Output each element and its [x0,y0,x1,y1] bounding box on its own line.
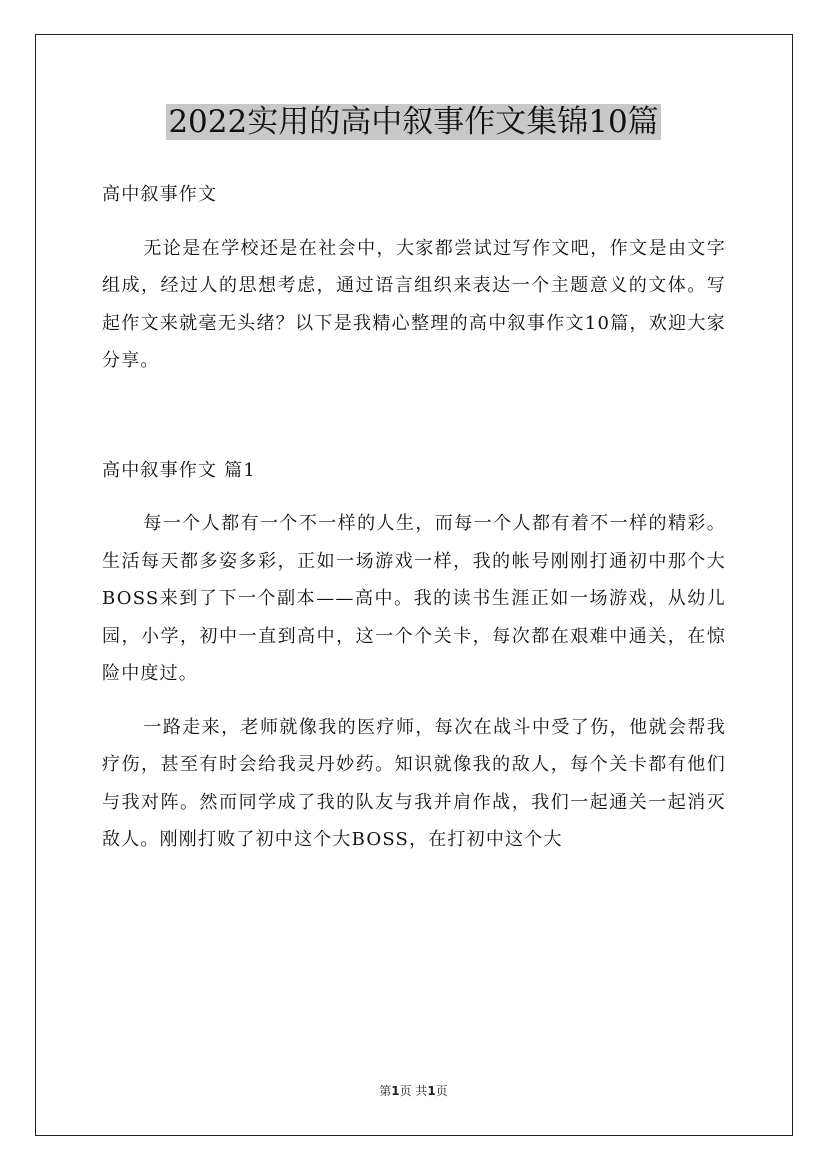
footer-middle: 页 共 [399,1084,428,1098]
title-text: 2022实用的高中叙事作文集锦10篇 [168,104,659,140]
page-footer [0,1082,827,1099]
document-title [0,102,827,142]
intro-heading: 高中叙事作文 [102,184,218,205]
section1-heading: 高中叙事作文 篇1 [102,459,256,481]
footer-suffix: 页 [435,1084,448,1098]
footer-total-pages: 1 [427,1084,436,1098]
intro-paragraph: 无论是在学校还是在社会中，大家都尝试过写作文吧，作文是由文字组成，经过人的思想考虑，通过语言组织来表达一个主题意义的文体。写起作文来就毫无头绪？以下是我精心整理的高中叙事作文10篇，欢迎大家分享。 [102,237,726,371]
document-body [102,176,726,859]
section1-paragraph-2: 一路走来，老师就像我的医疗师，每次在战斗中受了伤，他就会帮我疗伤，甚至有时会给我灵丹妙药。知识就像我的敌人，每个关卡都有他们与我对阵。然而同学成了我的队友与我并肩作战，我们一起通关一起消灭敌人。刚刚打败了初中这个大BOSS，在打初中这个大 [102,716,726,850]
footer-prefix: 第 [379,1084,392,1098]
footer-page-number: 1 [391,1084,400,1098]
section1-paragraph-1: 每一个人都有一个不一样的人生，而每一个人都有着不一样的精彩。生活每天都多姿多彩，正如一场游戏一样，我的帐号刚刚打通初中那个大BOSS来到了下一个副本——高中。我的读书生涯正如一场游戏，从幼儿园，小学，初中一直到高中，这一个个关卡，每次都在艰难中通关，在惊险中度过。 [102,513,726,684]
